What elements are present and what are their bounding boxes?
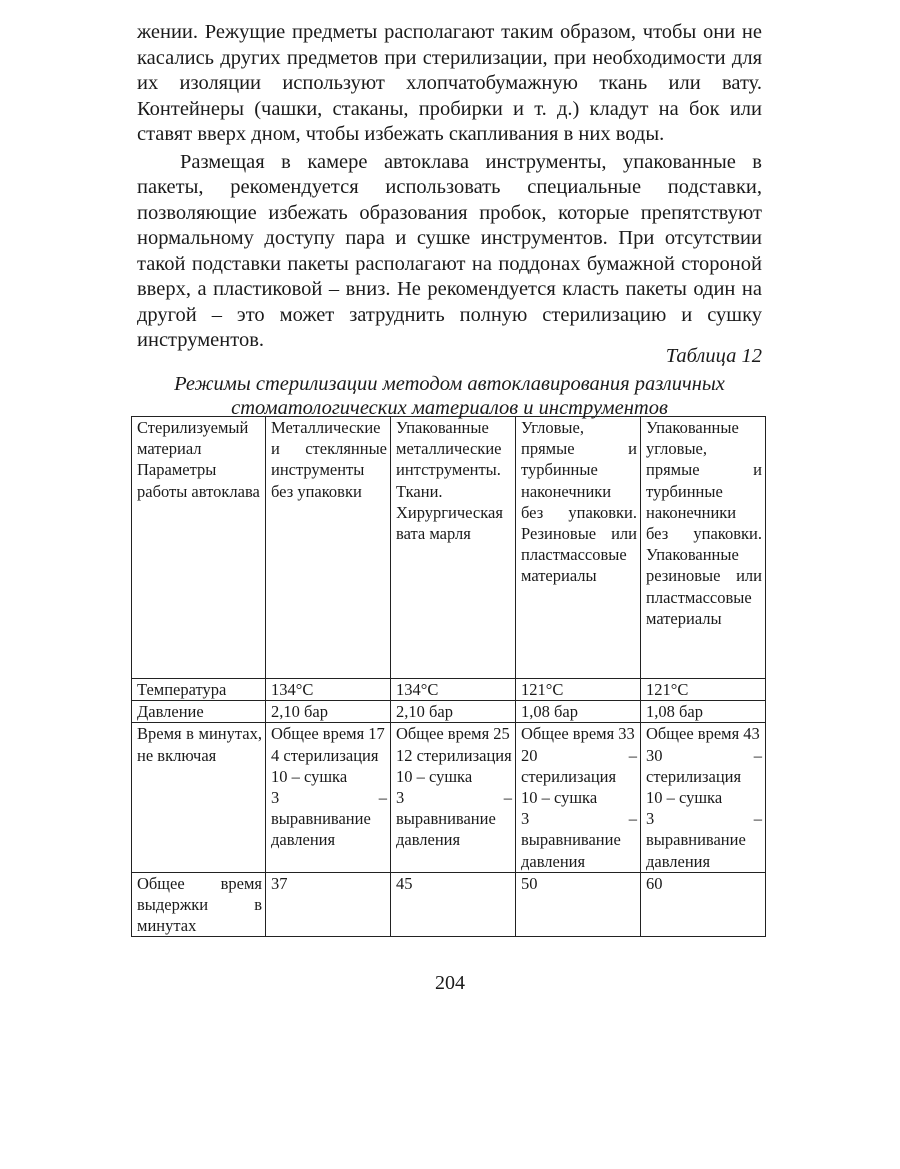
table-cell: 50 [516, 872, 641, 937]
time-drying: 10 – сушка [521, 788, 598, 808]
time-pressure-equalization: 3 – выравнивание давления [646, 809, 762, 871]
time-sterilization: 30 – стерилизация [646, 745, 762, 786]
paragraph-2: Размещая в камере автоклава инструменты, упакованные в пакеты, рекомендуется использовать специальные подставки, позволяющие избежать образования пробок, которые препятствуют нормальному доступу пара и сушке инструментов. При отсутствии такой подставки пакеты располагают на поддонах бумажной стороной вверх, а пластиковой – вниз. Не рекомендуется класть пакеты один на другой – это может затруднить полную стерилизацию и сушку инструментов. [137, 150, 762, 351]
time-sterilization: 20 – стерилизация [521, 745, 637, 786]
body-text [137, 20, 762, 354]
table-cell: 121°С [641, 679, 766, 701]
time-sterilization: 12 стерилизация [396, 745, 512, 765]
time-drying: 10 – сушка [271, 766, 348, 786]
table-row-time [132, 723, 766, 872]
row-label-temperature: Температура [132, 679, 266, 701]
table-row-temperature [132, 679, 766, 701]
time-total: Общее время 25 [396, 724, 510, 744]
table-cell: 37 [266, 872, 391, 937]
header-cell-handpieces: Угловые, прямые и турбинные наконечники без упаковки. Резиновые или пластмассовые материалы [516, 417, 641, 679]
table-cell: 2,10 бар [266, 701, 391, 723]
header-cell-unpacked-metal: Металлические и стеклянные инструменты без упаковки [266, 417, 391, 679]
table-cell-time-3 [516, 723, 641, 872]
table-cell: 1,08 бар [641, 701, 766, 723]
row-label-time: Время в минутах, не включая [132, 723, 266, 872]
time-sterilization: 4 стерилизация [271, 745, 379, 765]
table-cell: 2,10 бар [391, 701, 516, 723]
table-cell-time-2 [391, 723, 516, 872]
paragraph-1: жении. Режущие предметы располагают таким образом, чтобы они не касались других предметов при стерилизации, при необходимости для их изоляции используют хлопчатобумажную ткань или вату. Контейнеры (чашки, стаканы, пробирки и т. д.) кладут на бок или ставят вверх дном, чтобы избежать скапливания в них воды. [137, 21, 762, 145]
time-pressure-equalization: 3 – выравнивание давления [396, 788, 512, 850]
table-title: Режимы стерилизации методом автоклавирования различных стоматологических материалов и инструментов [174, 373, 725, 419]
header-cell-params: Стерилизуемый материал Параметры работы автоклава [132, 417, 266, 679]
table-cell: 45 [391, 872, 516, 937]
time-pressure-equalization: 3 – выравнивание давления [521, 809, 637, 871]
page-number: 204 [435, 972, 465, 994]
table-row-pressure [132, 701, 766, 723]
table-cell: 121°С [516, 679, 641, 701]
table-header-row [132, 417, 766, 679]
time-total: Общее время 17 [271, 724, 385, 744]
table-row-total [132, 872, 766, 937]
time-pressure-equalization: 3 – выравнивание давления [271, 788, 387, 850]
row-label-pressure: Давление [132, 701, 266, 723]
header-cell-packed-metal: Упакованные металлические интструменты. Ткани. Хирургическая вата марля [391, 417, 516, 679]
time-drying: 10 – сушка [646, 788, 723, 808]
sterilization-table [131, 416, 766, 937]
row-label-total: Общее время выдержки в минутах [132, 872, 266, 937]
time-drying: 10 – сушка [396, 766, 473, 786]
table-cell: 134°С [391, 679, 516, 701]
table-cell-time-4 [641, 723, 766, 872]
table-cell: 134°С [266, 679, 391, 701]
table-cell: 60 [641, 872, 766, 937]
table-cell-time-1 [266, 723, 391, 872]
time-total: Общее время 33 [521, 724, 635, 744]
table-number: Таблица 12 [665, 345, 762, 367]
header-cell-packed-handpieces: Упакованные угловые, прямые и турбинные наконечники без упаковки. Упакованные резиновые или пластмассовые материалы [641, 417, 766, 679]
table-cell: 1,08 бар [516, 701, 641, 723]
time-total: Общее время 43 [646, 724, 760, 744]
